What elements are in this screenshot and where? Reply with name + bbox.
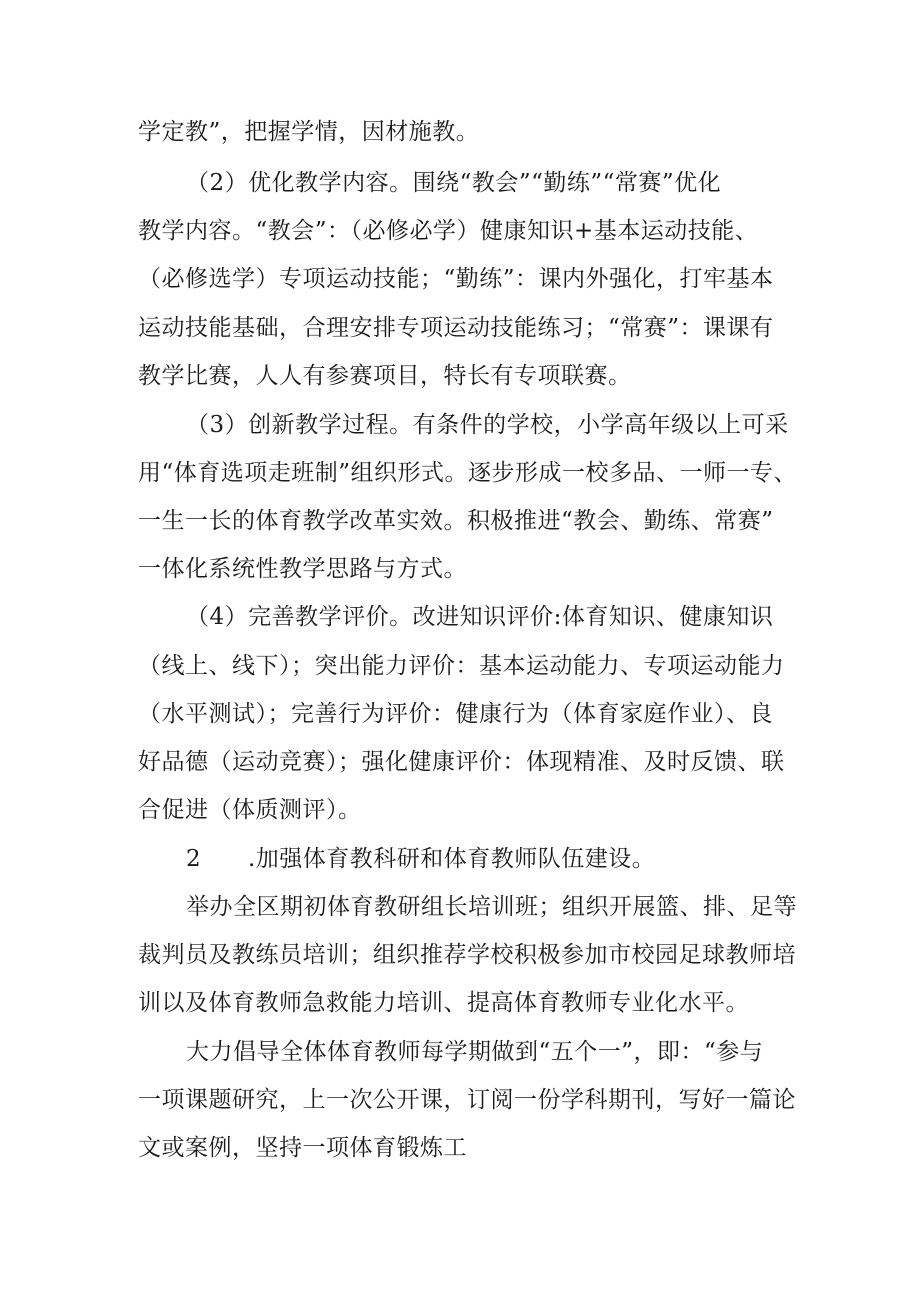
text-line-23: 文或案例，坚持一项体育锻炼工 [138, 1135, 467, 1161]
text-line-13: （水平测试）；完善行为评价：健康行为（体育家庭作业）、良 [138, 701, 773, 727]
text-line-10: 一体化系统性教学思路与方式。 [138, 556, 467, 582]
text-line-15: 合促进（体质测评）。 [138, 797, 362, 823]
text-line-20: 训以及体育教师急救能力培训、提高体育教师专业化水平。 [138, 990, 749, 1016]
section-title: .加强体育教科研和体育教师队伍建设。 [248, 846, 656, 872]
section-heading [186, 844, 655, 874]
text-line-1: 学定教”，把握学情，因材施教。 [138, 119, 480, 145]
text-line-3: 教学内容。“教会”：（必修必学）健康知识+基本运动技能、 [138, 218, 759, 244]
text-line-14: 好品德（运动竞赛）；强化健康评价：体现精准、及时反馈、联 [138, 749, 785, 775]
section-number: 2 [186, 846, 202, 872]
text-line-22: 一项课题研究，上一次公开课，订阅一份学科期刊，写好一篇论 [138, 1087, 796, 1113]
text-line-19: 裁判员及教练员培训；组织推荐学校积极参加市校园足球教师培 [138, 942, 796, 968]
text-line-11: （4）完善教学评价。改进知识评价:体育知识、健康知识 [186, 604, 774, 630]
text-line-4: （必修选学）专项运动技能；“勤练”：课内外强化，打牢基本 [138, 266, 774, 292]
text-line-5: 运动技能基础，合理安排专项运动技能练习；“常赛”：课课有 [138, 315, 774, 341]
text-line-8: 用“体育选项走班制”组织形式。逐步形成一校多品、一师一专、 [138, 460, 798, 486]
text-line-2: （2）优化教学内容。围绕“教会”“勤练”“常赛”优化 [186, 170, 722, 196]
text-line-18: 举办全区期初体育教研组长培训班；组织开展篮、排、足等 [186, 894, 797, 920]
text-line-9: 一生一长的体育教学改革实效。积极推进“教会、勤练、常赛” [138, 508, 774, 534]
text-line-6: 教学比赛，人人有参赛项目，特长有专项联赛。 [138, 363, 632, 389]
text-line-7: （3）创新教学过程。有条件的学校，小学高年级以上可采 [186, 412, 789, 438]
text-line-21: 大力倡导全体体育教师每学期做到“五个一”，即：“参与 [186, 1039, 764, 1065]
text-line-12: （线上、线下）；突出能力评价：基本运动能力、专项运动能力 [138, 653, 785, 679]
